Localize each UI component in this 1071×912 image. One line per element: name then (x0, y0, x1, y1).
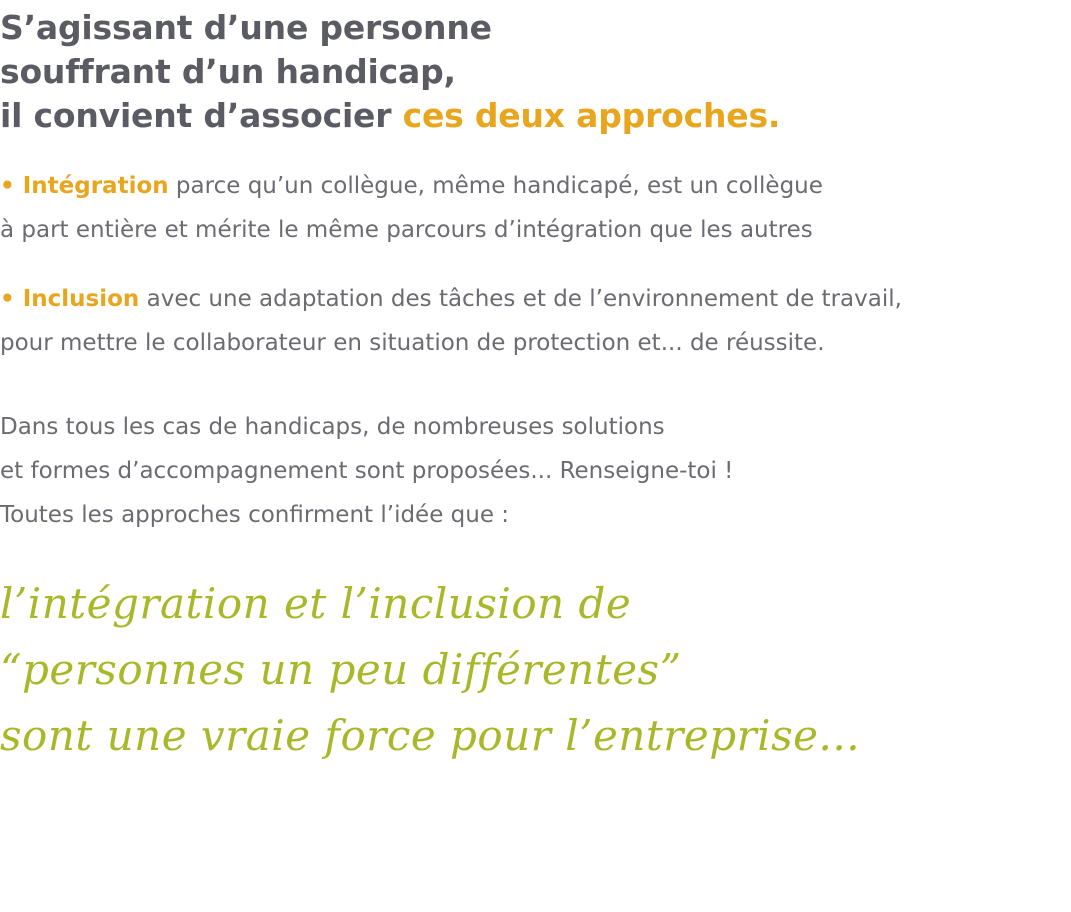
title-line-3-accent: ces deux approches. (402, 96, 781, 135)
spacer-1 (0, 252, 1071, 277)
spacer-2 (0, 365, 1071, 405)
closing-paragraph-line-3: Toutes les approches confirment l’idée que : (0, 502, 510, 528)
script-quote-line-3: sont une vraie force pour l’entreprise... (0, 711, 861, 760)
bullet-text-integration: parce qu’un collègue, même handicapé, est un collègue (168, 173, 823, 199)
script-quote (0, 571, 1071, 769)
bullet-text-inclusion: avec une adaptation des tâches et de l’environnement de travail, (139, 286, 902, 312)
bullet-marker-icon: • (0, 286, 23, 312)
bullet-marker-icon: • (0, 173, 23, 199)
title-line-1: S’agissant d’une personne (0, 8, 492, 47)
title-line-2: souffrant d’un handicap, (0, 52, 456, 91)
bullet-lead-integration: Intégration (22, 173, 169, 199)
body-content (0, 164, 1071, 537)
bullet-item-inclusion-line-1 (0, 277, 1071, 321)
script-quote-line-1: l’intégration et l’inclusion de (0, 579, 632, 628)
closing-paragraph-line-1: Dans tous les cas de handicaps, de nombreuses solutions (0, 414, 665, 440)
script-quote-line-2: “personnes un peu différentes” (0, 645, 682, 694)
page-title (0, 0, 1071, 138)
bullet-item-integration-line-2: à part entière et mérite le même parcours d’intégration que les autres (0, 217, 813, 243)
title-line-3-plain: il convient d’associer (0, 96, 403, 135)
bullet-item-integration-line-1 (0, 164, 1071, 208)
bullet-item-inclusion-line-2: pour mettre le collaborateur en situation de protection et... de réussite. (0, 330, 825, 356)
closing-paragraph-line-2: et formes d’accompagnement sont proposées... Renseigne-toi ! (0, 458, 734, 484)
bullet-lead-inclusion: Inclusion (22, 286, 140, 312)
